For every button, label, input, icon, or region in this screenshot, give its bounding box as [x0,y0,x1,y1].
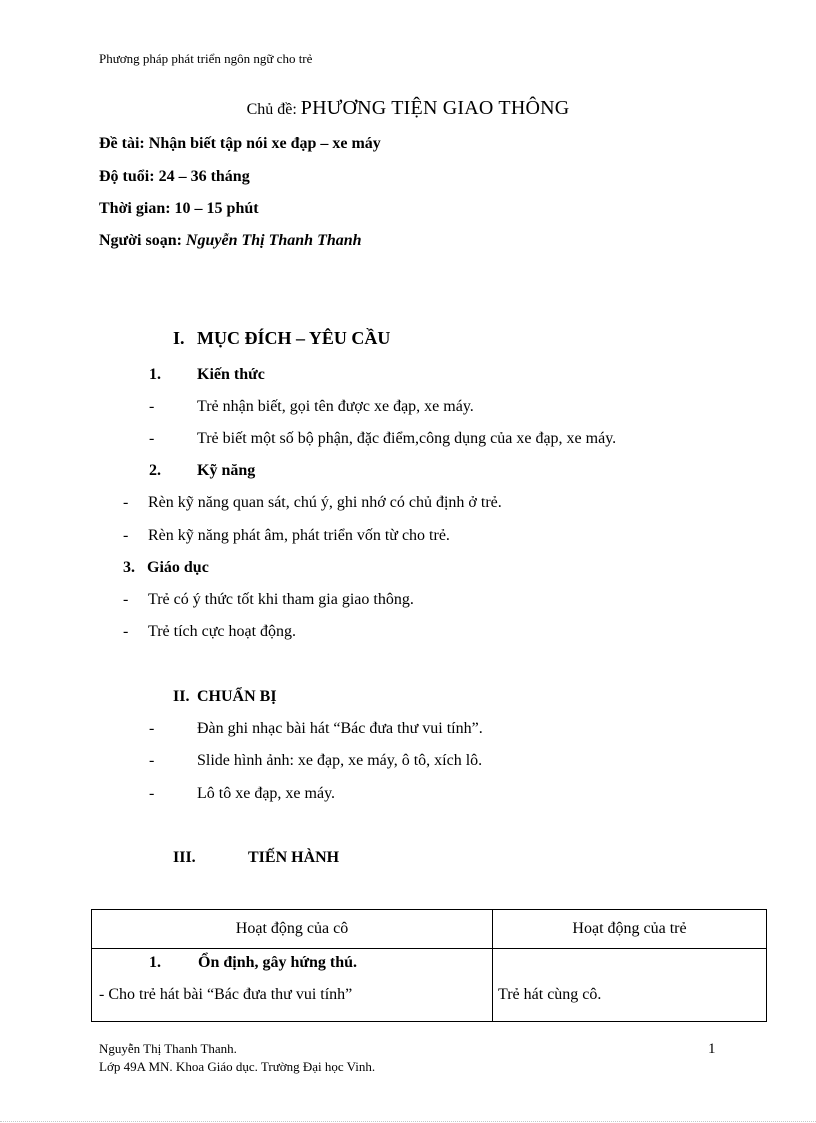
subject-line [99,135,381,153]
skill-item: Rèn kỹ năng phát âm, phát triển vốn từ cho trẻ. [148,527,450,544]
table-header-row [92,910,767,949]
col-child-header: Hoạt động của trẻ [493,910,767,949]
time-value: 10 – 15 phút [174,200,259,217]
subject-label: Đề tài: [99,135,145,152]
prep-item: Lô tô xe đạp, xe máy. [197,785,336,802]
col-teacher-header: Hoạt động của cô [92,910,493,949]
topic-line [0,97,816,120]
bullet: - [123,591,129,608]
sub-3-title: Giáo dục [147,559,209,576]
running-header: Phương pháp phát triển ngôn ngữ cho trẻ [99,51,313,66]
knowledge-item: Trẻ nhận biết, gọi tên được xe đạp, xe máy. [197,398,474,415]
subject-value: Nhận biết tập nói xe đạp – xe máy [148,135,381,152]
section-2-title: CHUẨN BỊ [197,688,277,705]
section-1-title: MỤC ĐÍCH – YÊU CẦU [197,328,391,348]
section-1-number: I. [173,328,185,348]
teacher-cell [92,949,493,1022]
section-3-title: TIẾN HÀNH [248,849,340,866]
page-edge-divider [0,1121,816,1122]
step-title: Ổn định, gây hứng thú. [198,954,358,971]
teacher-activity: - Cho trẻ hát bài “Bác đưa thư vui tính” [99,986,353,1003]
author-line [99,232,362,250]
sub-3-number: 3. [123,559,135,576]
education-item: Trẻ tích cực hoạt động. [148,623,297,640]
age-line [99,168,250,186]
bullet: - [149,720,155,737]
sub-2-number: 2. [149,462,161,479]
knowledge-item: Trẻ biết một số bộ phận, đặc điểm,công dụng của xe đạp, xe máy. [197,430,617,447]
child-activity: Trẻ hát cùng cô. [498,986,602,1003]
author-value: Nguyễn Thị Thanh Thanh [185,232,362,249]
skill-item: Rèn kỹ năng quan sát, chú ý, ghi nhớ có chủ định ở trẻ. [148,494,502,511]
time-label: Thời gian: [99,200,171,217]
bullet: - [149,430,155,447]
prep-item: Đàn ghi nhạc bài hát “Bác đưa thư vui tính”. [197,720,483,737]
bullet: - [149,752,155,769]
footer-author: Nguyễn Thị Thanh Thanh. [99,1041,237,1056]
education-item: Trẻ có ý thức tốt khi tham gia giao thông. [148,591,414,608]
sub-1-number: 1. [149,366,161,383]
topic-title: PHƯƠNG TIỆN GIAO THÔNG [300,97,570,119]
section-3-number: III. [173,849,196,866]
child-cell [493,949,767,1022]
page-number: 1 [708,1041,716,1057]
bullet: - [123,494,129,511]
bullet: - [149,785,155,802]
footer-class: Lớp 49A MN. Khoa Giáo dục. Trường Đại học Vinh. [99,1059,376,1074]
table-row [92,949,767,1022]
bullet: - [149,398,155,415]
author-label: Người soạn: [99,232,182,249]
age-value: 24 – 36 tháng [158,168,250,185]
prep-item: Slide hình ảnh: xe đạp, xe máy, ô tô, xích lô. [197,752,483,769]
time-line [99,200,259,218]
bullet: - [123,623,129,640]
age-label: Độ tuổi: [99,168,155,185]
bullet: - [123,527,129,544]
sub-2-title: Kỹ năng [197,462,256,479]
section-2-number: II. [173,688,190,705]
sub-1-title: Kiến thức [197,366,265,383]
activity-table [91,909,767,1022]
step-number: 1. [149,954,161,971]
topic-label: Chủ đề: [246,101,297,118]
